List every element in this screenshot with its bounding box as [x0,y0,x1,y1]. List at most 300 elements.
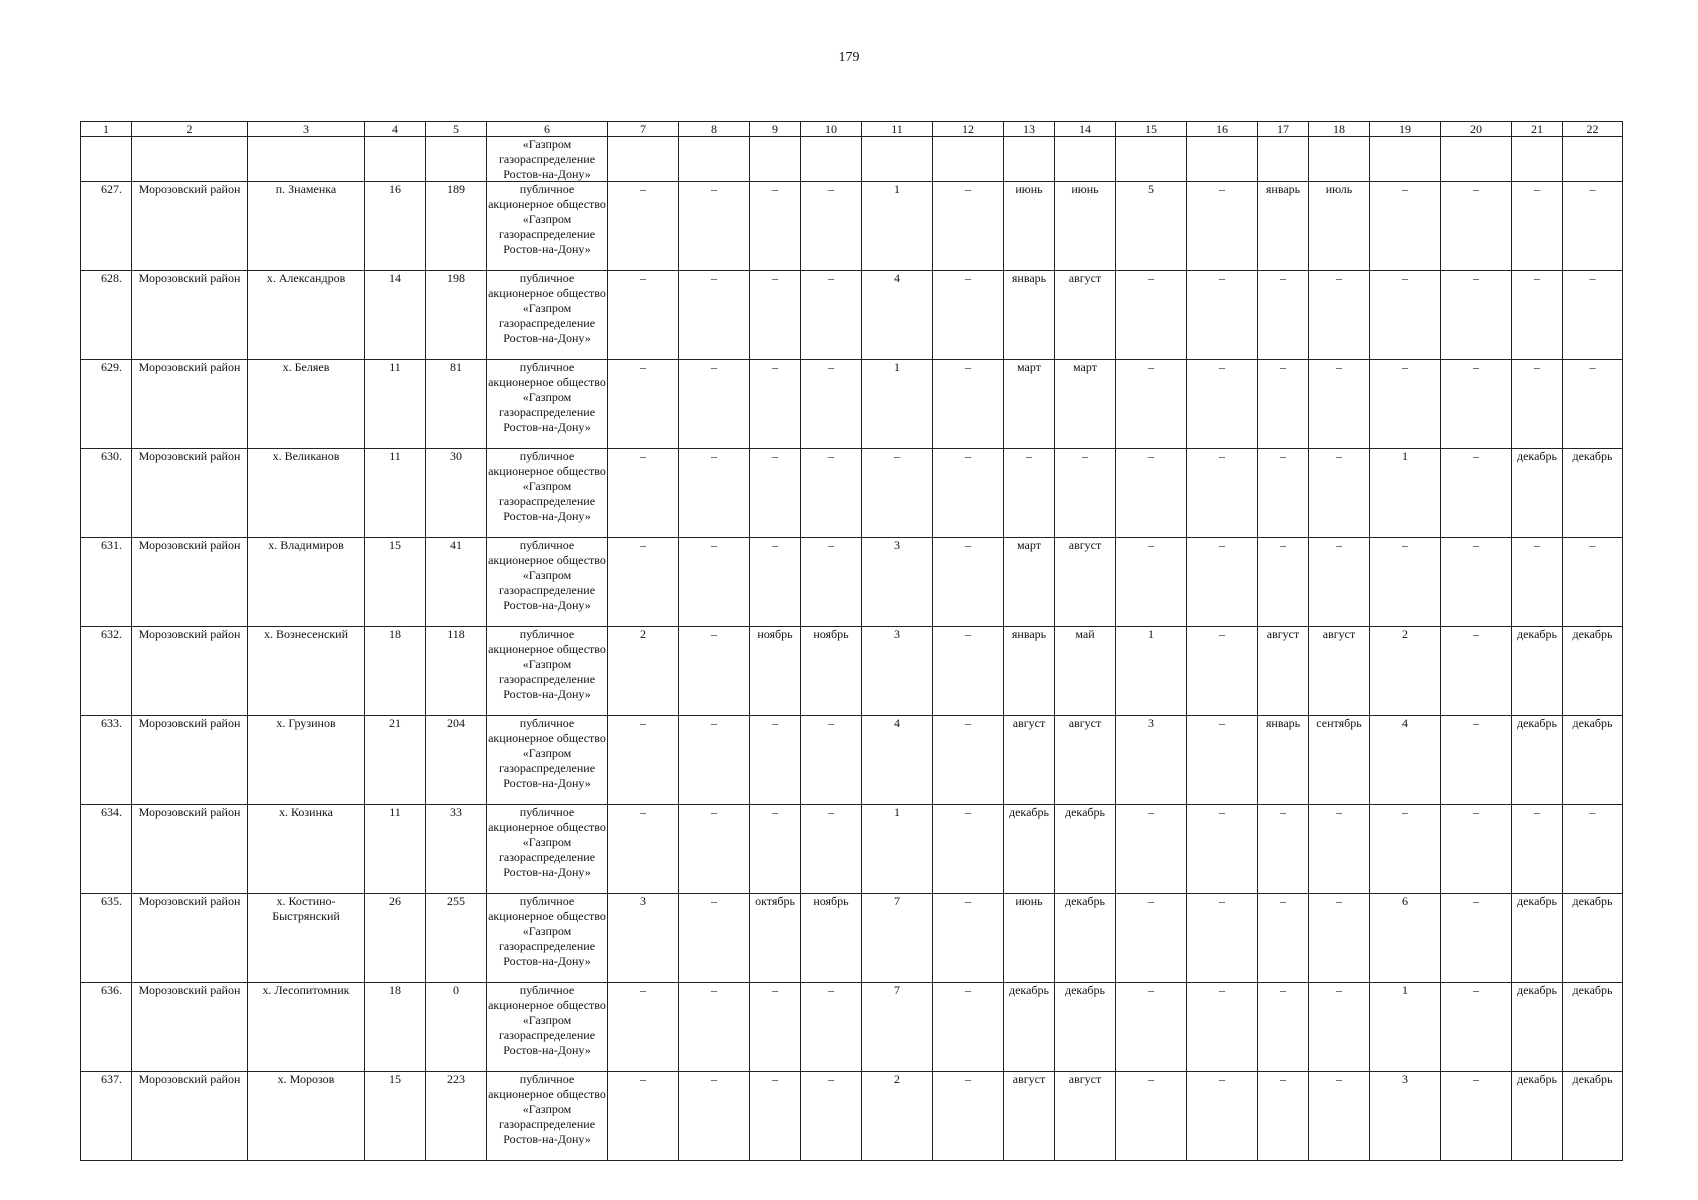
cell-col-16: – [1187,716,1258,805]
cell-col-2: Морозовский район [132,894,248,983]
column-header-16: 16 [1187,122,1258,137]
cell-col-13: август [1004,1072,1055,1161]
column-header-21: 21 [1512,122,1563,137]
cell-col-13: декабрь [1004,983,1055,1072]
cell-col-4: 15 [365,1072,426,1161]
cell-col-2: Морозовский район [132,1072,248,1161]
empty-cell [608,137,679,182]
cell-col-12: – [933,716,1004,805]
cell-col-21: – [1512,182,1563,271]
cell-col-21: декабрь [1512,1072,1563,1161]
column-header-3: 3 [248,122,365,137]
table-row [81,716,1623,805]
cell-col-9: – [750,182,801,271]
column-header-12: 12 [933,122,1004,137]
cell-col-15: – [1116,805,1187,894]
cell-col-12: – [933,182,1004,271]
empty-cell [1370,137,1441,182]
cell-col-3: х. Великанов [248,449,365,538]
column-header-13: 13 [1004,122,1055,137]
table-row [81,449,1623,538]
cell-col-17: – [1258,360,1309,449]
cell-col-6: публичное акционерное общество «Газпром газораспределение Ростов-на-Дону» [487,360,608,449]
cell-col-3: х. Морозов [248,1072,365,1161]
cell-col-12: – [933,538,1004,627]
cell-col-13: март [1004,538,1055,627]
cell-col-2: Морозовский район [132,716,248,805]
cell-col-11: 2 [862,1072,933,1161]
cell-col-19: – [1370,538,1441,627]
column-header-20: 20 [1441,122,1512,137]
cell-col-9: – [750,271,801,360]
cell-col-9: октябрь [750,894,801,983]
cell-col-21: – [1512,271,1563,360]
cell-col-6: публичное акционерное общество «Газпром газораспределение Ростов-на-Дону» [487,449,608,538]
cell-col-1: 628. [81,271,132,360]
page-number: 179 [838,50,860,65]
cell-col-21: декабрь [1512,894,1563,983]
cell-col-15: 5 [1116,182,1187,271]
cell-col-3: х. Владимиров [248,538,365,627]
cell-col-14: май [1055,627,1116,716]
cell-col-4: 16 [365,182,426,271]
cell-col-6: публичное акционерное общество «Газпром газораспределение Ростов-на-Дону» [487,805,608,894]
cell-col-9: ноябрь [750,627,801,716]
cell-col-15: – [1116,360,1187,449]
cell-col-10: – [801,1072,862,1161]
cell-col-3: п. Знаменка [248,182,365,271]
empty-cell [862,137,933,182]
cell-col-8: – [679,271,750,360]
cell-col-20: – [1441,894,1512,983]
empty-cell [933,137,1004,182]
cell-col-8: – [679,627,750,716]
cell-col-19: – [1370,182,1441,271]
cell-col-12: – [933,271,1004,360]
empty-cell [248,137,365,182]
empty-cell [1187,137,1258,182]
column-header-14: 14 [1055,122,1116,137]
cell-col-3: х. Костино-Быстрянский [248,894,365,983]
cell-col-2: Морозовский район [132,983,248,1072]
cell-col-1: 631. [81,538,132,627]
column-header-11: 11 [862,122,933,137]
cell-col-1: 632. [81,627,132,716]
cell-col-22: – [1563,271,1623,360]
cell-col-5: 189 [426,182,487,271]
cell-col-8: – [679,716,750,805]
cell-col-8: – [679,449,750,538]
cell-col-5: 0 [426,983,487,1072]
cell-col-9: – [750,1072,801,1161]
cell-col-17: – [1258,1072,1309,1161]
cell-col-15: 1 [1116,627,1187,716]
cell-col-18: август [1309,627,1370,716]
cell-col-3: х. Козинка [248,805,365,894]
cell-col-21: – [1512,805,1563,894]
empty-cell [132,137,248,182]
cell-col-18: – [1309,538,1370,627]
cell-col-4: 21 [365,716,426,805]
cell-col-20: – [1441,449,1512,538]
column-header-7: 7 [608,122,679,137]
cell-col-15: – [1116,894,1187,983]
cell-col-20: – [1441,538,1512,627]
table-row [81,894,1623,983]
cell-col-1: 633. [81,716,132,805]
cell-col-22: – [1563,538,1623,627]
column-header-2: 2 [132,122,248,137]
table-row [81,182,1623,271]
cell-col-7: – [608,805,679,894]
cell-col-18: – [1309,1072,1370,1161]
cell-col-2: Морозовский район [132,538,248,627]
cell-col-16: – [1187,983,1258,1072]
cell-col-9: – [750,449,801,538]
cell-col-8: – [679,182,750,271]
cell-col-5: 30 [426,449,487,538]
cell-col-22: – [1563,182,1623,271]
cell-col-22: декабрь [1563,716,1623,805]
column-header-18: 18 [1309,122,1370,137]
column-header-19: 19 [1370,122,1441,137]
empty-cell [1258,137,1309,182]
cell-col-9: – [750,360,801,449]
cell-col-19: – [1370,805,1441,894]
cell-col-14: – [1055,449,1116,538]
column-header-1: 1 [81,122,132,137]
cell-col-16: – [1187,1072,1258,1161]
cell-col-20: – [1441,627,1512,716]
cell-col-12: – [933,449,1004,538]
cell-col-14: август [1055,1072,1116,1161]
cell-col-6: публичное акционерное общество «Газпром газораспределение Ростов-на-Дону» [487,1072,608,1161]
cell-col-20: – [1441,271,1512,360]
cell-col-5: 255 [426,894,487,983]
cell-col-19: 6 [1370,894,1441,983]
cell-col-6: публичное акционерное общество «Газпром газораспределение Ростов-на-Дону» [487,627,608,716]
cell-col-8: – [679,538,750,627]
empty-cell [1309,137,1370,182]
cell-col-21: декабрь [1512,983,1563,1072]
cell-col-1: 636. [81,983,132,1072]
cell-col-10: – [801,538,862,627]
cell-col-14: август [1055,538,1116,627]
table-row [81,538,1623,627]
cell-col-15: – [1116,449,1187,538]
cell-col-14: декабрь [1055,894,1116,983]
cell-col-15: – [1116,1072,1187,1161]
cell-col-6: публичное акционерное общество «Газпром газораспределение Ростов-на-Дону» [487,271,608,360]
cell-col-15: – [1116,538,1187,627]
cell-col-8: – [679,983,750,1072]
column-header-8: 8 [679,122,750,137]
cell-col-9: – [750,538,801,627]
cell-col-18: июль [1309,182,1370,271]
schedule-table [80,121,1623,1161]
cell-col-7: – [608,360,679,449]
cell-col-21: декабрь [1512,627,1563,716]
table-row [81,983,1623,1072]
cell-col-2: Морозовский район [132,271,248,360]
column-header-4: 4 [365,122,426,137]
cell-col-19: 1 [1370,983,1441,1072]
empty-cell [426,137,487,182]
cell-col-20: – [1441,182,1512,271]
cell-col-3: х. Александров [248,271,365,360]
cell-col-5: 81 [426,360,487,449]
cell-col-10: ноябрь [801,627,862,716]
cell-col-2: Морозовский район [132,449,248,538]
empty-cell [1004,137,1055,182]
cell-col-4: 15 [365,538,426,627]
cell-col-13: август [1004,716,1055,805]
table-row [81,627,1623,716]
cell-col-13: март [1004,360,1055,449]
cell-col-11: 7 [862,894,933,983]
empty-cell [1055,137,1116,182]
empty-cell [801,137,862,182]
cell-col-7: – [608,983,679,1072]
cell-col-5: 41 [426,538,487,627]
cell-col-10: – [801,449,862,538]
cell-col-6: публичное акционерное общество «Газпром газораспределение Ростов-на-Дону» [487,538,608,627]
cell-col-17: – [1258,894,1309,983]
cell-col-10: – [801,271,862,360]
cell-col-13: январь [1004,271,1055,360]
cell-col-11: 1 [862,182,933,271]
cell-col-4: 11 [365,449,426,538]
cell-col-12: – [933,894,1004,983]
cell-col-22: декабрь [1563,894,1623,983]
column-header-9: 9 [750,122,801,137]
cell-col-3: х. Грузинов [248,716,365,805]
cell-col-4: 18 [365,983,426,1072]
cell-col-15: – [1116,983,1187,1072]
cell-col-1: 634. [81,805,132,894]
cell-col-22: – [1563,805,1623,894]
cell-col-11: 3 [862,627,933,716]
cell-col-12: – [933,983,1004,1072]
cell-col-18: – [1309,894,1370,983]
cell-col-21: – [1512,360,1563,449]
empty-cell [1441,137,1512,182]
cell-col-1: 635. [81,894,132,983]
cell-col-19: 1 [1370,449,1441,538]
cell-col-5: 33 [426,805,487,894]
cell-col-19: – [1370,360,1441,449]
cell-col-9: – [750,983,801,1072]
cell-col-16: – [1187,627,1258,716]
cell-col-10: – [801,716,862,805]
cell-col-4: 11 [365,360,426,449]
empty-cell [750,137,801,182]
cell-col-17: – [1258,449,1309,538]
cell-col-22: – [1563,360,1623,449]
cell-col-17: – [1258,983,1309,1072]
cell-col-12: – [933,360,1004,449]
cell-col-16: – [1187,449,1258,538]
cell-col-11: 4 [862,716,933,805]
cell-col-16: – [1187,182,1258,271]
cell-col-4: 14 [365,271,426,360]
cell-col-16: – [1187,805,1258,894]
cell-col-4: 18 [365,627,426,716]
cell-col-20: – [1441,1072,1512,1161]
cell-col-11: 1 [862,360,933,449]
cell-col-16: – [1187,894,1258,983]
cell-col-2: Морозовский район [132,182,248,271]
cell-col-7: – [608,1072,679,1161]
cell-col-14: август [1055,271,1116,360]
cell-col-20: – [1441,716,1512,805]
continuation-org-cell: «Газпром газораспределение Ростов-на-Дону» [487,137,608,182]
column-header-10: 10 [801,122,862,137]
cell-col-3: х. Лесопитомник [248,983,365,1072]
cell-col-14: декабрь [1055,805,1116,894]
cell-col-13: декабрь [1004,805,1055,894]
cell-col-7: – [608,449,679,538]
cell-col-3: х. Вознесенский [248,627,365,716]
cell-col-4: 26 [365,894,426,983]
cell-col-22: декабрь [1563,627,1623,716]
cell-col-5: 198 [426,271,487,360]
cell-col-18: – [1309,983,1370,1072]
cell-col-21: декабрь [1512,449,1563,538]
cell-col-3: х. Беляев [248,360,365,449]
cell-col-21: декабрь [1512,716,1563,805]
cell-col-13: июнь [1004,894,1055,983]
cell-col-10: ноябрь [801,894,862,983]
cell-col-10: – [801,805,862,894]
cell-col-6: публичное акционерное общество «Газпром газораспределение Ростов-на-Дону» [487,894,608,983]
cell-col-7: – [608,271,679,360]
cell-col-17: август [1258,627,1309,716]
cell-col-19: – [1370,271,1441,360]
cell-col-1: 627. [81,182,132,271]
empty-cell [365,137,426,182]
cell-col-1: 629. [81,360,132,449]
cell-col-18: – [1309,805,1370,894]
cell-col-21: – [1512,538,1563,627]
cell-col-11: 4 [862,271,933,360]
cell-col-15: – [1116,271,1187,360]
cell-col-11: – [862,449,933,538]
cell-col-4: 11 [365,805,426,894]
cell-col-5: 118 [426,627,487,716]
cell-col-19: 4 [1370,716,1441,805]
empty-cell [679,137,750,182]
cell-col-12: – [933,1072,1004,1161]
column-header-17: 17 [1258,122,1309,137]
cell-col-17: – [1258,271,1309,360]
cell-col-9: – [750,716,801,805]
empty-cell [1116,137,1187,182]
cell-col-11: 1 [862,805,933,894]
cell-col-2: Морозовский район [132,805,248,894]
cell-col-1: 630. [81,449,132,538]
cell-col-7: 2 [608,627,679,716]
cell-col-5: 204 [426,716,487,805]
table-row [81,271,1623,360]
cell-col-17: январь [1258,716,1309,805]
cell-col-17: январь [1258,182,1309,271]
cell-col-7: – [608,538,679,627]
cell-col-18: – [1309,449,1370,538]
cell-col-10: – [801,983,862,1072]
cell-col-20: – [1441,805,1512,894]
table-row [81,805,1623,894]
cell-col-13: – [1004,449,1055,538]
cell-col-6: публичное акционерное общество «Газпром газораспределение Ростов-на-Дону» [487,182,608,271]
cell-col-17: – [1258,805,1309,894]
cell-col-6: публичное акционерное общество «Газпром газораспределение Ростов-на-Дону» [487,716,608,805]
table-row [81,1072,1623,1161]
cell-col-14: декабрь [1055,983,1116,1072]
cell-col-7: – [608,716,679,805]
cell-col-1: 637. [81,1072,132,1161]
column-header-15: 15 [1116,122,1187,137]
cell-col-14: июнь [1055,182,1116,271]
cell-col-22: декабрь [1563,1072,1623,1161]
cell-col-13: январь [1004,627,1055,716]
cell-col-8: – [679,1072,750,1161]
cell-col-2: Морозовский район [132,360,248,449]
column-header-5: 5 [426,122,487,137]
cell-col-12: – [933,805,1004,894]
cell-col-16: – [1187,538,1258,627]
cell-col-15: 3 [1116,716,1187,805]
cell-col-7: 3 [608,894,679,983]
cell-col-20: – [1441,983,1512,1072]
header-row [81,122,1623,137]
cell-col-8: – [679,894,750,983]
column-header-22: 22 [1563,122,1623,137]
cell-col-12: – [933,627,1004,716]
cell-col-16: – [1187,271,1258,360]
cell-col-16: – [1187,360,1258,449]
cell-col-22: декабрь [1563,449,1623,538]
cell-col-18: – [1309,360,1370,449]
table-body [81,122,1623,1161]
table-row [81,360,1623,449]
cell-col-11: 7 [862,983,933,1072]
cell-col-8: – [679,805,750,894]
cell-col-13: июнь [1004,182,1055,271]
cell-col-6: публичное акционерное общество «Газпром газораспределение Ростов-на-Дону» [487,983,608,1072]
cell-col-18: – [1309,271,1370,360]
cell-col-19: 2 [1370,627,1441,716]
cell-col-19: 3 [1370,1072,1441,1161]
cell-col-7: – [608,182,679,271]
cell-col-17: – [1258,538,1309,627]
continuation-row [81,137,1623,182]
cell-col-14: август [1055,716,1116,805]
empty-cell [1512,137,1563,182]
empty-cell [81,137,132,182]
column-header-6: 6 [487,122,608,137]
cell-col-18: сентябрь [1309,716,1370,805]
cell-col-22: декабрь [1563,983,1623,1072]
cell-col-9: – [750,805,801,894]
cell-col-11: 3 [862,538,933,627]
cell-col-14: март [1055,360,1116,449]
cell-col-5: 223 [426,1072,487,1161]
empty-cell [1563,137,1623,182]
cell-col-10: – [801,182,862,271]
cell-col-10: – [801,360,862,449]
cell-col-20: – [1441,360,1512,449]
